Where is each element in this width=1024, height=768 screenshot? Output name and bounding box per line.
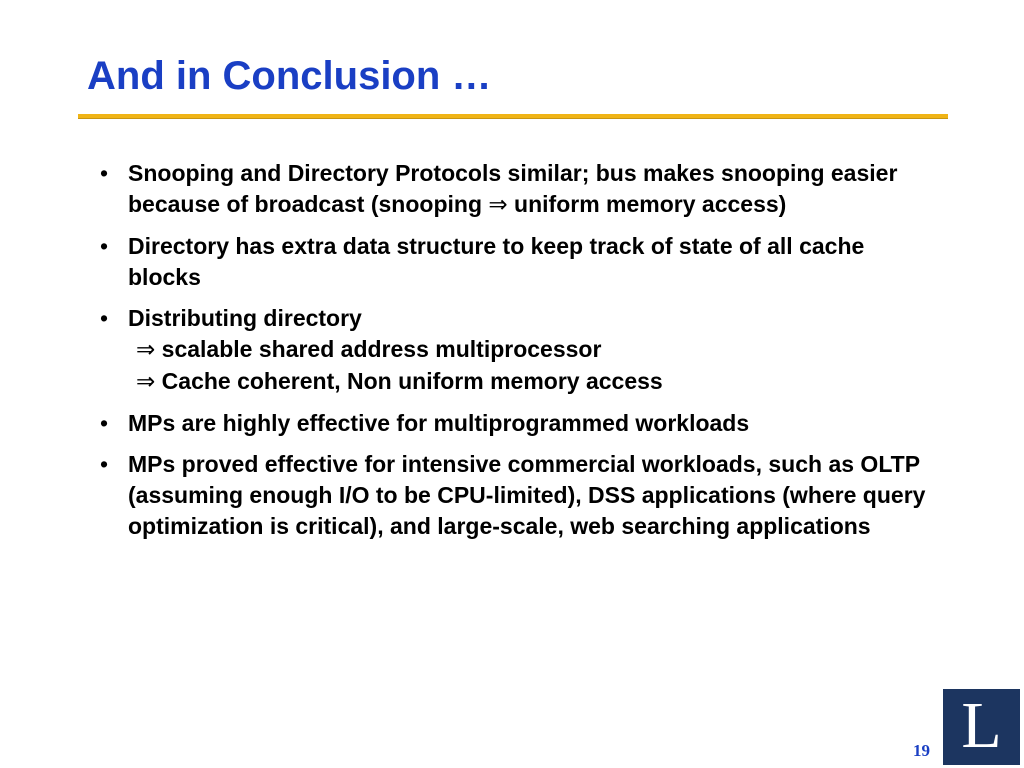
bullet-item-commercial-workloads [100, 449, 930, 542]
bullet-dot-icon: • [100, 160, 109, 186]
title-underline-rule [78, 114, 948, 119]
bullet-item-distributing-directory [100, 303, 930, 398]
bullet-text: MPs are highly effective for multiprogrammed workloads [128, 410, 750, 436]
logo-letter: L [961, 689, 1002, 762]
bullet-text-cont: uniform memory access) [507, 191, 787, 217]
sub-line-text: scalable shared address multiprocessor [155, 336, 602, 362]
sub-line-scalable [128, 334, 930, 366]
bullet-dot-icon: • [100, 451, 109, 477]
bullet-text: Directory has extra data structure to keep track of state of all cache blocks [128, 233, 865, 290]
bullet-item-directory-structure [100, 231, 930, 293]
implies-arrow-icon: ⇒ [136, 337, 156, 363]
bullet-text: MPs proved effective for intensive commercial workloads, such as OLTP (assuming enough I/O to be CPU-limited), DSS applications (where query optimization is critical), and large-scale, web searching applications [128, 451, 926, 539]
sub-line-coherent [128, 366, 930, 398]
sub-line-text: Cache coherent, Non uniform memory access [155, 368, 663, 394]
implies-arrow-icon: ⇒ [488, 192, 508, 218]
bullet-item-multiprogrammed [100, 408, 930, 439]
bullet-dot-icon: • [100, 410, 109, 436]
bullet-text: Distributing directory [128, 305, 362, 331]
page-number: 19 [913, 741, 930, 760]
university-logo [943, 689, 1020, 765]
bullet-dot-icon: • [100, 233, 109, 259]
bullet-item-snooping-directory [100, 158, 930, 221]
bullet-list [100, 158, 930, 552]
slide-title: And in Conclusion … [87, 54, 492, 98]
bullet-dot-icon: • [100, 305, 109, 331]
implies-arrow-icon: ⇒ [136, 369, 156, 395]
bullet-text: Snooping and Directory Protocols similar; bus makes snooping easier because of broadcast (snooping [128, 160, 898, 217]
